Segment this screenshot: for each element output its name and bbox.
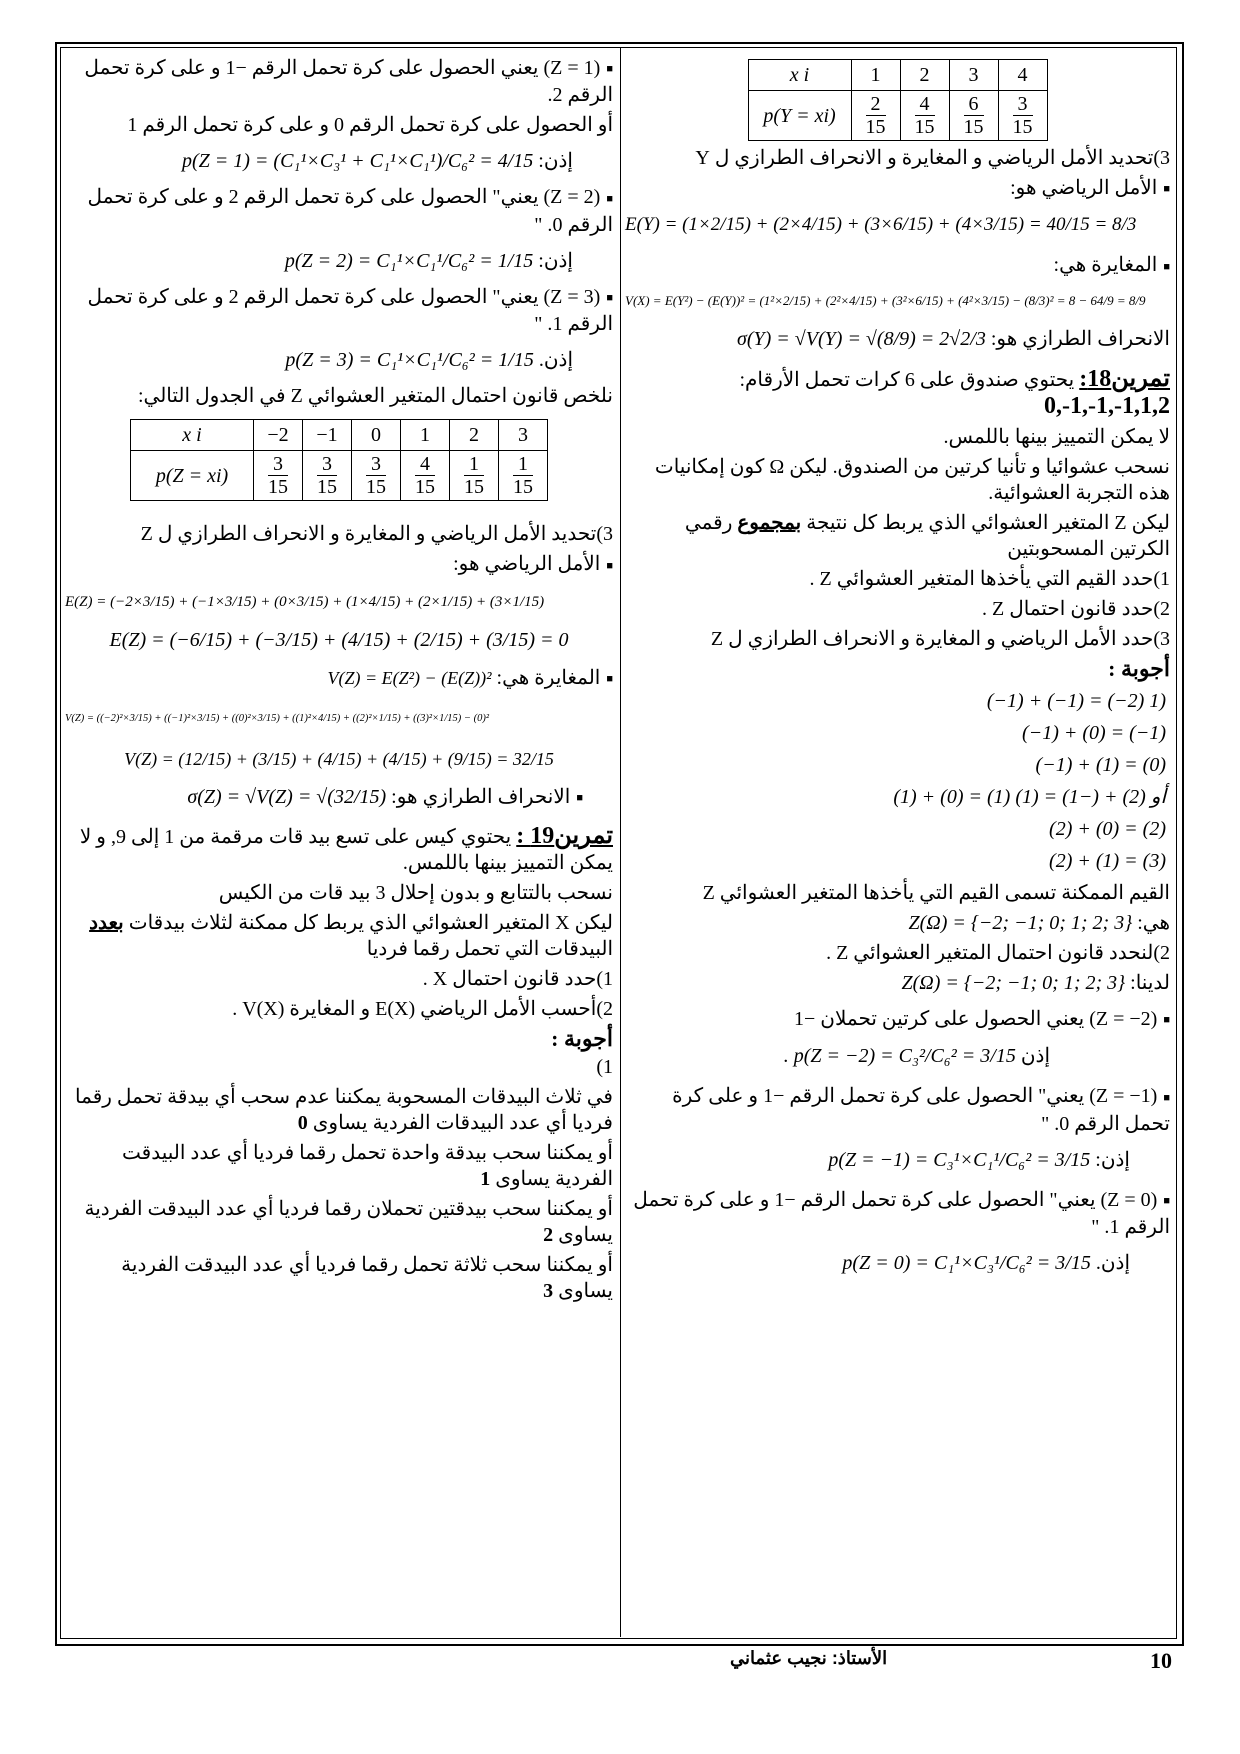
formula-prefix: إذن: <box>1095 1148 1130 1171</box>
answer-text: أو يمكننا سحب بيدقة واحدة تحمل رقما فرديا أي عدد البيدقت الفردية يساوى <box>122 1142 613 1191</box>
sum-line: (1) + (0) = (1) أو (2) + (−1) = (1) <box>893 785 1166 808</box>
footer-teacher-name: الأستاذ: نجيب عثماني <box>730 1648 888 1668</box>
exercise-19-title: تمرين19 : <box>516 823 613 850</box>
answer-1-label: 1) <box>596 1056 613 1079</box>
sum-line: (−1) + (−1) = (−2) 1) <box>986 689 1166 712</box>
exercise-18-q1: 1)حدد القيم التي يأخذها المتغير العشوائي Z . <box>809 567 1170 590</box>
sd-label-z: ■ الانحراف الطرازي هو: <box>391 786 583 808</box>
exercise-19-q1: 1)حدد قانون احتمال X . <box>422 968 613 991</box>
answer-paragraph <box>65 1252 613 1304</box>
mean-label-z: ■ الأمل الرياضي هو: <box>65 551 613 578</box>
exercise-18-line3-part: رقمي الكرتين المسحوبتين <box>684 511 1170 560</box>
variance-label-z: ■ المغايرة هي: <box>497 667 613 689</box>
answers-label-19: أجوبة : <box>551 1026 613 1052</box>
bullet-z-minus-2: ■ (Z = −2) يعني الحصول على كرتين تحملان −1 <box>625 1006 1170 1033</box>
formula-prefix: إذن <box>1020 1045 1050 1068</box>
answers-label: أجوبة : <box>1108 655 1170 681</box>
answer-number: 2 <box>543 1224 554 1247</box>
mean-formula: E(Y) = (1×2/15) + (2×4/15) + (3×6/15) + (4×3/15) = 40/15 = 8/3 <box>625 214 1137 236</box>
table-cell: 1 <box>851 60 900 91</box>
table-cell: $\frac{3}{15}$ <box>303 451 352 501</box>
answer-text: في ثلاث البيدقات المسحوبة يمكننا عدم سحب أي بيدقة تحمل رقما فرديا أي عدد البيدقات الفردية يساوى <box>75 1086 613 1135</box>
variance-formula-z-1: V(Z) = ((−2)²×3/15) + ((−1)²×3/15) + ((0)²×3/15) + ((1)²×4/15) + ((2)²×1/15) + ((3)²×1/15) − (0)² <box>65 713 489 725</box>
table-cell: $\frac{1}{15}$ <box>499 451 548 501</box>
distribution-table-y <box>748 59 1048 141</box>
sum-line: (−1) + (0) = (−1) <box>1022 721 1166 744</box>
table-cell: 0 <box>352 420 401 451</box>
exercise-18-line3-part: ليكن Z المتغير العشوائي الذي يربط كل نتيجة <box>806 511 1170 534</box>
formula-z-0: p(Z = 0) = C₁¹×C₃¹/C₆² = 3/15 <box>842 1252 1091 1275</box>
bullet-z-minus-1: ■ (Z = −1) يعني" الحصول على كرة تحمل الرقم −1 و على كرة تحمل الرقم 0. " <box>625 1083 1170 1136</box>
table-cell: −1 <box>303 420 352 451</box>
table-cell: 2 <box>450 420 499 451</box>
sd-formula: σ(Y) = √V(Y) = √(8/9) = 2√2/3 <box>737 327 986 350</box>
values-set-line <box>625 910 1170 936</box>
variance-formula: V(X) = E(Y²) − (E(Y))² = (1²×2/15) + (2²×4/15) + (3²×6/15) + (4²×3/15) − (8/3)² = 8 − 64/9 = 8/9 <box>625 292 1146 308</box>
formula-line <box>625 1250 1170 1276</box>
formula-line <box>65 148 613 174</box>
summary-text: نلخص قانون احتمال المتغير العشوائي Z في الجدول التالي: <box>137 385 613 408</box>
formula-prefix: إذن: <box>538 249 573 272</box>
exercise-19-line2: نسحب بالتتابع و بدون إحلال 3 بيد قات من الكيس <box>218 882 613 905</box>
table-cell: $\frac{6}{15}$ <box>949 91 998 141</box>
exercise-18-title: تمرين18: <box>1079 365 1170 392</box>
exercise-18-line2: نسحب عشوائيا و تأنيا كرتين من الصندوق. ليكن Ω كون إمكانيات هذه التجربة العشوائية. <box>654 455 1170 504</box>
sd-label: الانحراف الطرازي هو: <box>990 327 1170 350</box>
table-header-label: x i <box>748 60 851 91</box>
formula-z-minus-1: p(Z = −1) = C₃¹×C₁¹/C₆² = 3/15 <box>828 1148 1091 1171</box>
mean-formula-z-1: E(Z) = (−2×3/15) + (−1×3/15) + (0×3/15) + (1×4/15) + (2×1/15) + (3×1/15) <box>65 593 545 610</box>
variance-label: ■ المغايرة هي: <box>625 252 1170 279</box>
table-cell: −2 <box>254 420 303 451</box>
formula-prefix: إذن. <box>1095 1252 1130 1275</box>
sd-formula-z: σ(Z) = √V(Z) = √(32/15) <box>187 786 387 809</box>
answer-number: 3 <box>543 1280 554 1303</box>
left-column <box>65 55 613 1308</box>
question-3-title: 3)تحديد الأمل الرياضي و المغايرة و الانحراف الطرازي ل Y <box>695 147 1170 169</box>
bullet-z-2: ■ (Z = 2) يعني" الحصول على كرة تحمل الرقم 2 و على كرة تحمل الرقم 0. " <box>65 184 613 237</box>
exercise-19-heading <box>65 823 613 876</box>
we-have-line <box>625 970 1170 996</box>
bullet-z-1: ■ (Z = 1) يعني الحصول على كرة تحمل الرقم −1 و على كرة تحمل الرقم 2. <box>65 55 613 108</box>
formula-line <box>65 347 613 373</box>
exercise-19-line3-part: البيدقات التي تحمل رقما فرديا <box>366 938 613 961</box>
exercise-18-text: يحتوي صندوق على 6 كرات تحمل الأرقام: <box>739 368 1075 391</box>
table-cell: $\frac{4}{15}$ <box>900 91 949 141</box>
bullet-z-3: ■ (Z = 3) يعني" الحصول على كرة تحمل الرقم 2 و على كرة تحمل الرقم 1. " <box>65 284 613 337</box>
formula-prefix: إذن. <box>538 349 573 372</box>
formula-line <box>625 1147 1170 1173</box>
we-have-label: لدينا: <box>1130 971 1170 994</box>
table-cell: $\frac{1}{15}$ <box>450 451 499 501</box>
formula-z-2: p(Z = 2) = C₁¹×C₁¹/C₆² = 1/15 <box>284 249 534 272</box>
sum-line: (2) + (0) = (2) <box>1049 817 1166 840</box>
exercise-19-line3-emph: بعدد <box>89 912 124 935</box>
answer-paragraph <box>65 1196 613 1248</box>
exercise-19-line3 <box>65 910 613 962</box>
question-3-title-z: 3)تحديد الأمل الرياضي و المغايرة و الانحراف الطرازي ل Z <box>140 523 613 546</box>
table-cell: 3 <box>949 60 998 91</box>
formula-prefix: إذن: <box>538 150 573 173</box>
table-cell: $\frac{2}{15}$ <box>851 91 900 141</box>
mean-label: ■ الأمل الرياضي هو: <box>625 175 1170 202</box>
exercise-18-line3 <box>625 510 1170 562</box>
footer-page-number: 10 <box>1150 1648 1172 1673</box>
exercise-18-line3-emph: بمجموع <box>737 511 802 534</box>
right-column <box>625 55 1170 1286</box>
exercise-18-q2: 2)حدد قانون احتمال Z . <box>981 597 1170 620</box>
mean-formula-z-2: E(Z) = (−6/15) + (−3/15) + (4/15) + (2/15) + (3/15) = 0 <box>109 628 569 651</box>
answer-number: 0 <box>297 1112 308 1135</box>
formula-line <box>625 1043 1170 1069</box>
values-text: القيم الممكنة تسمى القيم التي يأخذها المتغير العشوائي Z <box>702 881 1170 904</box>
variance-def-z: V(Z) = E(Z²) − (E(Z))² <box>327 667 492 688</box>
exercise-18-q3: 3)حدد الأمل الرياضي و المغايرة و الانحراف الطرازي ل Z <box>710 627 1170 650</box>
values-set-repeat: Z(Ω) = {−2; −1; 0; 1; 2; 3} <box>901 971 1126 994</box>
variance-formula-z-2: V(Z) = (12/15) + (3/15) + (4/15) + (4/15) + (9/15) = 32/15 <box>124 749 554 770</box>
exercise-18-heading <box>625 366 1170 420</box>
values-set: Z(Ω) = {−2; −1; 0; 1; 2; 3} <box>908 911 1133 934</box>
table-row-label: p(Z = xi) <box>131 451 254 501</box>
values-set-label: هي: <box>1137 911 1170 934</box>
formula-line <box>65 248 613 274</box>
bullet-z-1-cont: أو الحصول على كرة تحمل الرقم 0 و على كرة تحمل الرقم 1 <box>127 114 613 137</box>
answer-number: 1 <box>480 1168 491 1191</box>
sd-line <box>625 326 1170 352</box>
formula-z-1: p(Z = 1) = (C₁¹×C₃¹ + C₁¹×C₁¹)/C₆² = 4/15 <box>181 150 534 173</box>
q2-text: 2)لنحدد قانون احتمال المتغير العشوائي Z . <box>826 941 1170 964</box>
table-row-label: p(Y = xi) <box>748 91 851 141</box>
exercise-18-numbers: 0,-1,-1,-1,1,2 <box>1044 392 1170 419</box>
answer-paragraph <box>65 1084 613 1136</box>
exercise-18-line1: لا يمكن التمييز بينها باللمس. <box>943 425 1170 448</box>
table-cell: $\frac{3}{15}$ <box>352 451 401 501</box>
table-cell: 2 <box>900 60 949 91</box>
answer-text: أو يمكننا سحب ثلاثة تحمل رقما فرديا أي عدد البيدقت الفردية يساوى <box>121 1254 613 1303</box>
table-cell: 4 <box>998 60 1047 91</box>
table-cell: 3 <box>499 420 548 451</box>
formula-z-minus-2: p(Z = −2) = C₃²/C₆² = 3/15 . <box>783 1045 1016 1068</box>
column-divider <box>620 47 621 1637</box>
table-header-label: x i <box>131 420 254 451</box>
table-cell: $\frac{3}{15}$ <box>998 91 1047 141</box>
formula-z-3: p(Z = 3) = C₁¹×C₁¹/C₆² = 1/15 <box>285 349 534 372</box>
sum-line: (−1) + (1) = (0) <box>1035 753 1166 776</box>
distribution-table-z <box>130 419 548 501</box>
exercise-19-line3-part: ليكن X المتغير العشوائي الذي يربط كل ممكنة لثلاث بيدقات <box>128 912 613 935</box>
exercise-19-q2: 2)أحسب الأمل الرياضي E(X) و المغايرة V(X) . <box>232 998 613 1021</box>
sum-line: (2) + (1) = (3) <box>1049 849 1166 872</box>
table-cell: 1 <box>401 420 450 451</box>
answer-text: أو يمكننا سحب بيدقتين تحملان رقما فرديا أي عدد البيدقت الفردية يساوى <box>84 1198 613 1247</box>
sums-list <box>625 688 1170 874</box>
exercise-19-text: يحتوي كيس على تسع بيد قات مرقمة من 1 إلى 9, و لا يمكن التمييز بينها باللمس. <box>79 826 613 875</box>
sd-line-z <box>65 784 613 811</box>
answer-paragraph <box>65 1140 613 1192</box>
bullet-z-0: ■ (Z = 0) يعني" الحصول على كرة تحمل الرقم −1 و على كرة تحمل الرقم 1. " <box>625 1187 1170 1240</box>
table-cell: $\frac{4}{15}$ <box>401 451 450 501</box>
variance-line-z <box>65 665 613 692</box>
table-cell: $\frac{3}{15}$ <box>254 451 303 501</box>
